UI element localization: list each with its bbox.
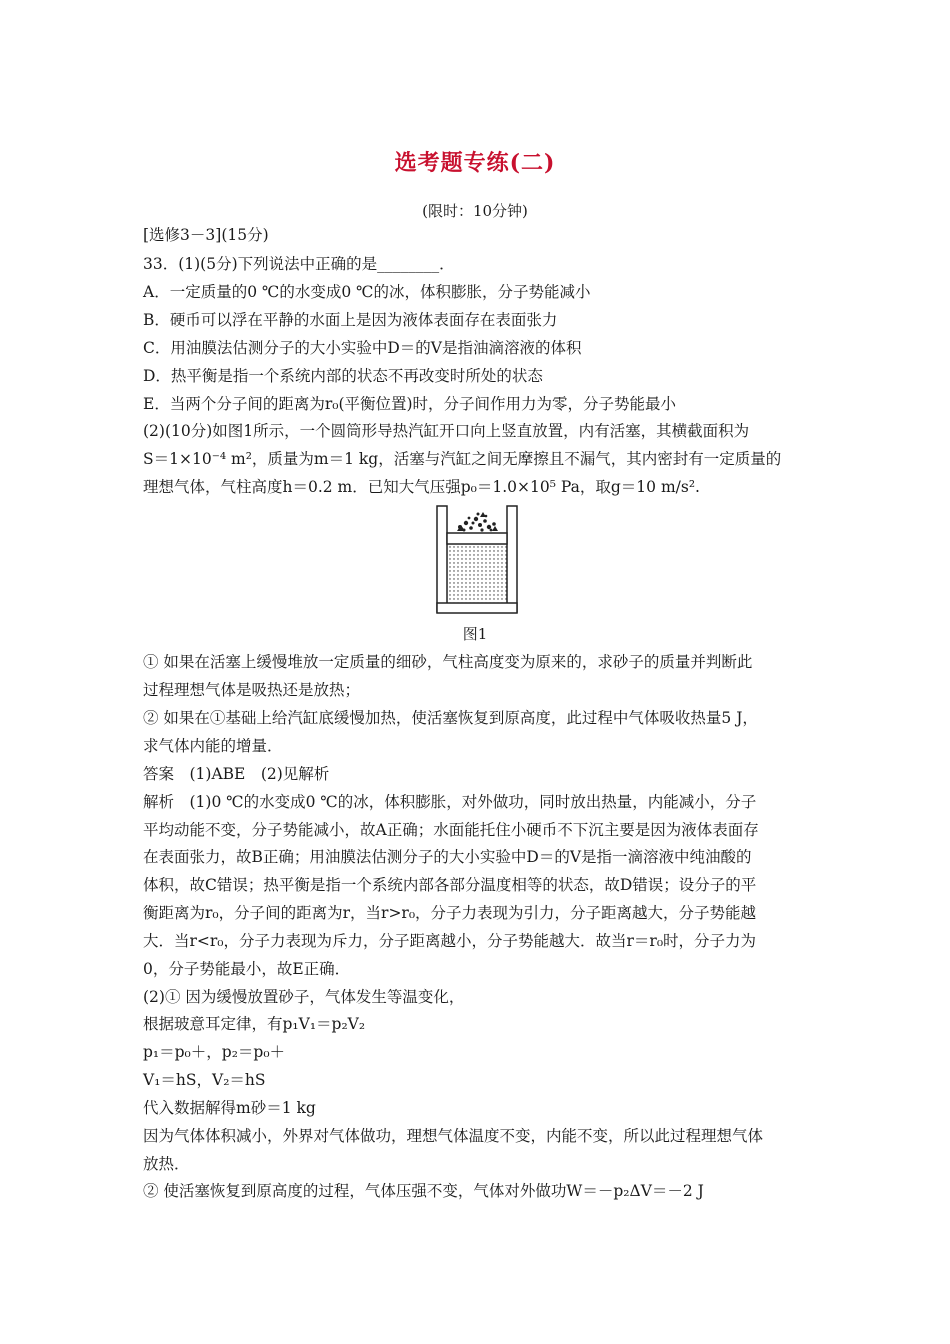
sub-question-1: 过程理想气体是吸热还是放热； [143, 681, 361, 699]
analysis-line: 因为气体体积减小，外界对气体做功，理想气体温度不变，内能不变，所以此过程理想气体 [143, 1127, 764, 1145]
analysis-line: ② 使活塞恢复到原高度的过程，气体压强不变，气体对外做功W＝－p₂ΔV＝－2 J [143, 1182, 704, 1200]
analysis-line: 大．当r<r₀，分子力表现为斥力，分子距离越小，分子势能越大．故当r＝r₀时，分子力为 [143, 932, 757, 950]
page-title: 选考题专练(二) [394, 150, 556, 176]
question-33-1: 33．(1)(5分)下列说法中正确的是________． [143, 255, 455, 273]
cylinder-piston-figure [436, 505, 518, 615]
analysis-line: 在表面张力，故B正确；用油膜法估测分子的大小实验中D＝的V是指一滴溶液中纯油酸的 [143, 848, 752, 866]
analysis-line: 0，分子势能最小，故E正确． [143, 960, 351, 978]
sub-question-2: ② 如果在①基础上给汽缸底缓慢加热，使活塞恢复到原高度，此过程中气体吸收热量5 J， [143, 709, 758, 727]
option-e: E．当两个分子间的距离为r₀(平衡位置)时，分子间作用力为零，分子势能最小 [143, 395, 677, 413]
section-label: [选修3－3](15分) [143, 226, 269, 244]
sand-pile [457, 512, 498, 532]
analysis-line: 代入数据解得m砂＝1 kg [143, 1099, 316, 1117]
question-2-line: 理想气体，气柱高度h＝0.2 m．已知大气压强p₀＝1.0×10⁵ Pa，取g＝10 m/s². [143, 478, 700, 496]
analysis-line: 解析 (1)0 ℃的水变成0 ℃的冰，体积膨胀，对外做功，同时放出热量，内能减小，分子 [143, 793, 757, 811]
analysis-line: (2)① 因为缓慢放置砂子，气体发生等温变化， [143, 988, 465, 1006]
piston [447, 533, 507, 544]
analysis-line: 体积，故C错误；热平衡是指一个系统内部各部分温度相等的状态，故D错误；设分子的平 [143, 876, 757, 894]
gas-region [447, 544, 507, 603]
cylinder-right-wall [507, 506, 517, 612]
option-a: A．一定质量的0 ℃的水变成0 ℃的冰，体积膨胀，分子势能减小 [143, 283, 591, 301]
option-c: C．用油膜法估测分子的大小实验中D＝的V是指油滴溶液的体积 [143, 339, 582, 357]
analysis-line: 根据玻意耳定律，有p₁V₁＝p₂V₂ [143, 1015, 366, 1033]
option-b: B．硬币可以浮在平静的水面上是因为液体表面存在表面张力 [143, 311, 558, 329]
sub-question-2: 求气体内能的增量． [143, 737, 283, 755]
analysis-line: 衡距离为r₀，分子间的距离为r，当r>r₀，分子力表现为引力，分子距离越大，分子势能越 [143, 904, 757, 922]
analysis-line: V₁＝hS，V₂＝hS [143, 1071, 266, 1089]
cylinder-bottom [437, 603, 517, 613]
sub-question-1: ① 如果在活塞上缓慢堆放一定质量的细砂，气柱高度变为原来的，求砂子的质量并判断此 [143, 653, 753, 671]
analysis-line: p₁＝p₀＋，p₂＝p₀＋ [143, 1043, 286, 1061]
answer-line: 答案 (1)ABE (2)见解析 [143, 765, 330, 783]
cylinder-left-wall [437, 506, 447, 612]
question-2-line: (2)(10分)如图1所示，一个圆筒形导热汽缸开口向上竖直放置，内有活塞，其横截面积为 [143, 422, 750, 440]
analysis-line: 平均动能不变，分子势能减小，故A正确；水面能托住小硬币不下沉主要是因为液体表面存 [143, 821, 759, 839]
analysis-line: 放热． [143, 1155, 190, 1173]
question-2-line: S＝1×10⁻⁴ m²，质量为m＝1 kg，活塞与汽缸之间无摩擦且不漏气，其内密封有一定质量的 [143, 450, 782, 468]
figure-caption: 图1 [462, 625, 488, 643]
option-d: D．热平衡是指一个系统内部的状态不再改变时所处的状态 [143, 367, 543, 385]
time-limit: (限时：10分钟) [422, 202, 528, 220]
